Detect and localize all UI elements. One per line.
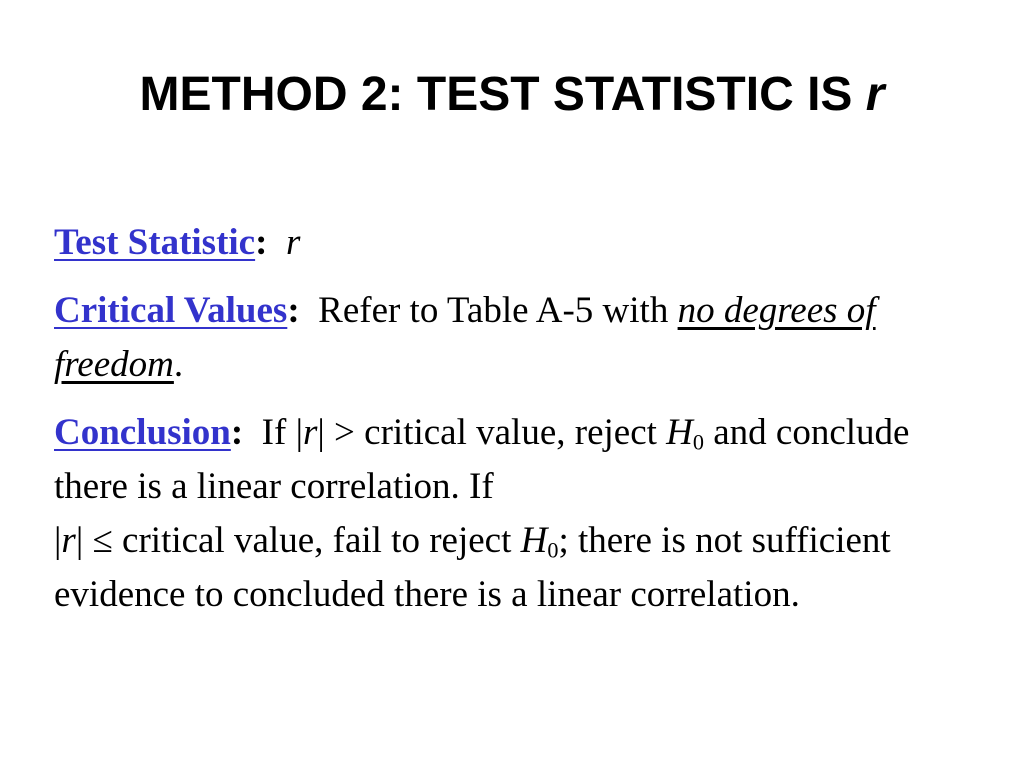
conclusion-text-5: | ≤ critical value, fail to reject [75, 520, 521, 561]
conclusion-h-1: H [666, 412, 693, 453]
test-statistic-colon: : [255, 222, 268, 263]
conclusion-colon: : [230, 412, 244, 453]
conclusion-r-1: r [302, 412, 318, 453]
critical-values-colon: : [287, 290, 300, 331]
conclusion-h-subscript-1: 0 [692, 429, 704, 455]
critical-values-text: Refer to Table A-5 with [318, 290, 678, 331]
conclusion-text-1: If | [261, 412, 303, 453]
conclusion-h-2: H [520, 520, 548, 561]
conclusion-text-6: ; there is not sufficient evidence to concluded there is a linear correlation. [54, 520, 891, 615]
conclusion-r-2: r [61, 520, 76, 561]
title-text: METHOD 2: TEST STATISTIC IS [139, 68, 866, 121]
conclusion-h-subscript-2: 0 [547, 537, 559, 563]
slide-body [54, 216, 974, 636]
conclusion-paragraph [54, 406, 974, 622]
slide-title [0, 66, 1024, 124]
test-statistic-term: Test Statistic [54, 222, 256, 263]
conclusion-text-4: | [54, 520, 62, 561]
critical-values-end: . [173, 344, 184, 385]
conclusion-text-2: | > critical value, reject [317, 412, 667, 453]
critical-values-emphasis: no degrees of freedom [54, 290, 876, 385]
critical-values-term: Critical Values [54, 290, 288, 331]
title-variable: r [865, 68, 885, 121]
critical-values-paragraph [54, 284, 974, 392]
conclusion-text-3: and conclude there is a linear correlation. If [54, 412, 910, 507]
test-statistic-value: r [285, 222, 301, 263]
conclusion-term: Conclusion [54, 412, 231, 453]
test-statistic-paragraph [54, 216, 974, 270]
